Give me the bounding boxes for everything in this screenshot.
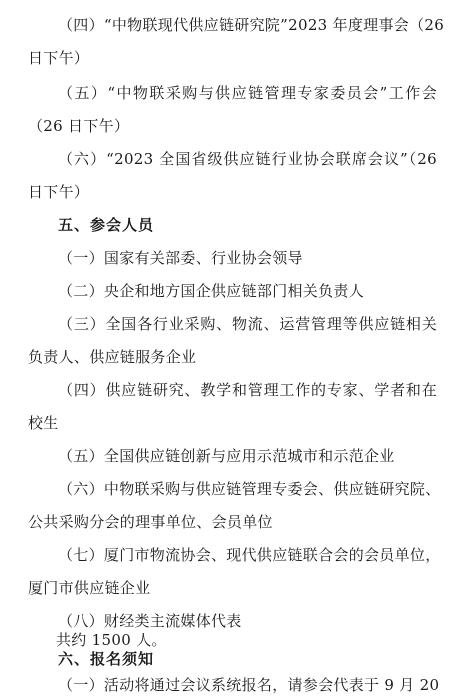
text-line: （一）国家有关部委、行业协会领导 (58, 249, 303, 267)
section-heading: 六、报名须知 (58, 650, 155, 668)
text-line: 校生 (28, 414, 59, 432)
text-line: （三）全国各行业采购、物流、运营管理等供应链相关 (58, 315, 437, 333)
text-line: 厦门市供应链企业 (28, 579, 151, 597)
text-line: （八）财经类主流媒体代表 (58, 612, 242, 630)
text-line: 日下午） (28, 183, 90, 201)
text-line: （六）“2023 全国省级供应链行业协会联席会议”（26 (58, 150, 437, 168)
text-line: 公共采购分会的理事单位、会员单位 (28, 513, 273, 531)
section-heading: 五、参会人员 (58, 216, 155, 234)
text-line: （五）全国供应链创新与应用示范城市和示范企业 (58, 447, 395, 465)
text-line: 负责人、供应链服务企业 (28, 348, 197, 366)
text-line: （七）厦门市物流协会、现代供应链联合会的会员单位， (58, 546, 441, 564)
text-line: （一）活动将通过会议系统报名，请参会代表于 9 月 20 (58, 676, 440, 694)
text-line: 共约 1500 人。 (56, 631, 167, 649)
text-line: （四）“中物联现代供应链研究院”2023 年度理事会（26 (58, 16, 445, 34)
text-line: （二）央企和地方国企供应链部门相关负责人 (58, 282, 365, 300)
text-line: （四）供应链研究、教学和管理工作的专家、学者和在 (58, 381, 437, 399)
text-line: 日下午） (28, 49, 90, 67)
text-line: （六）中物联采购与供应链管理专委会、供应链研究院、 (58, 480, 441, 498)
text-line: （五）“中物联采购与供应链管理专家委员会”工作会 (58, 84, 437, 102)
text-line: （26 日下午） (28, 117, 130, 135)
